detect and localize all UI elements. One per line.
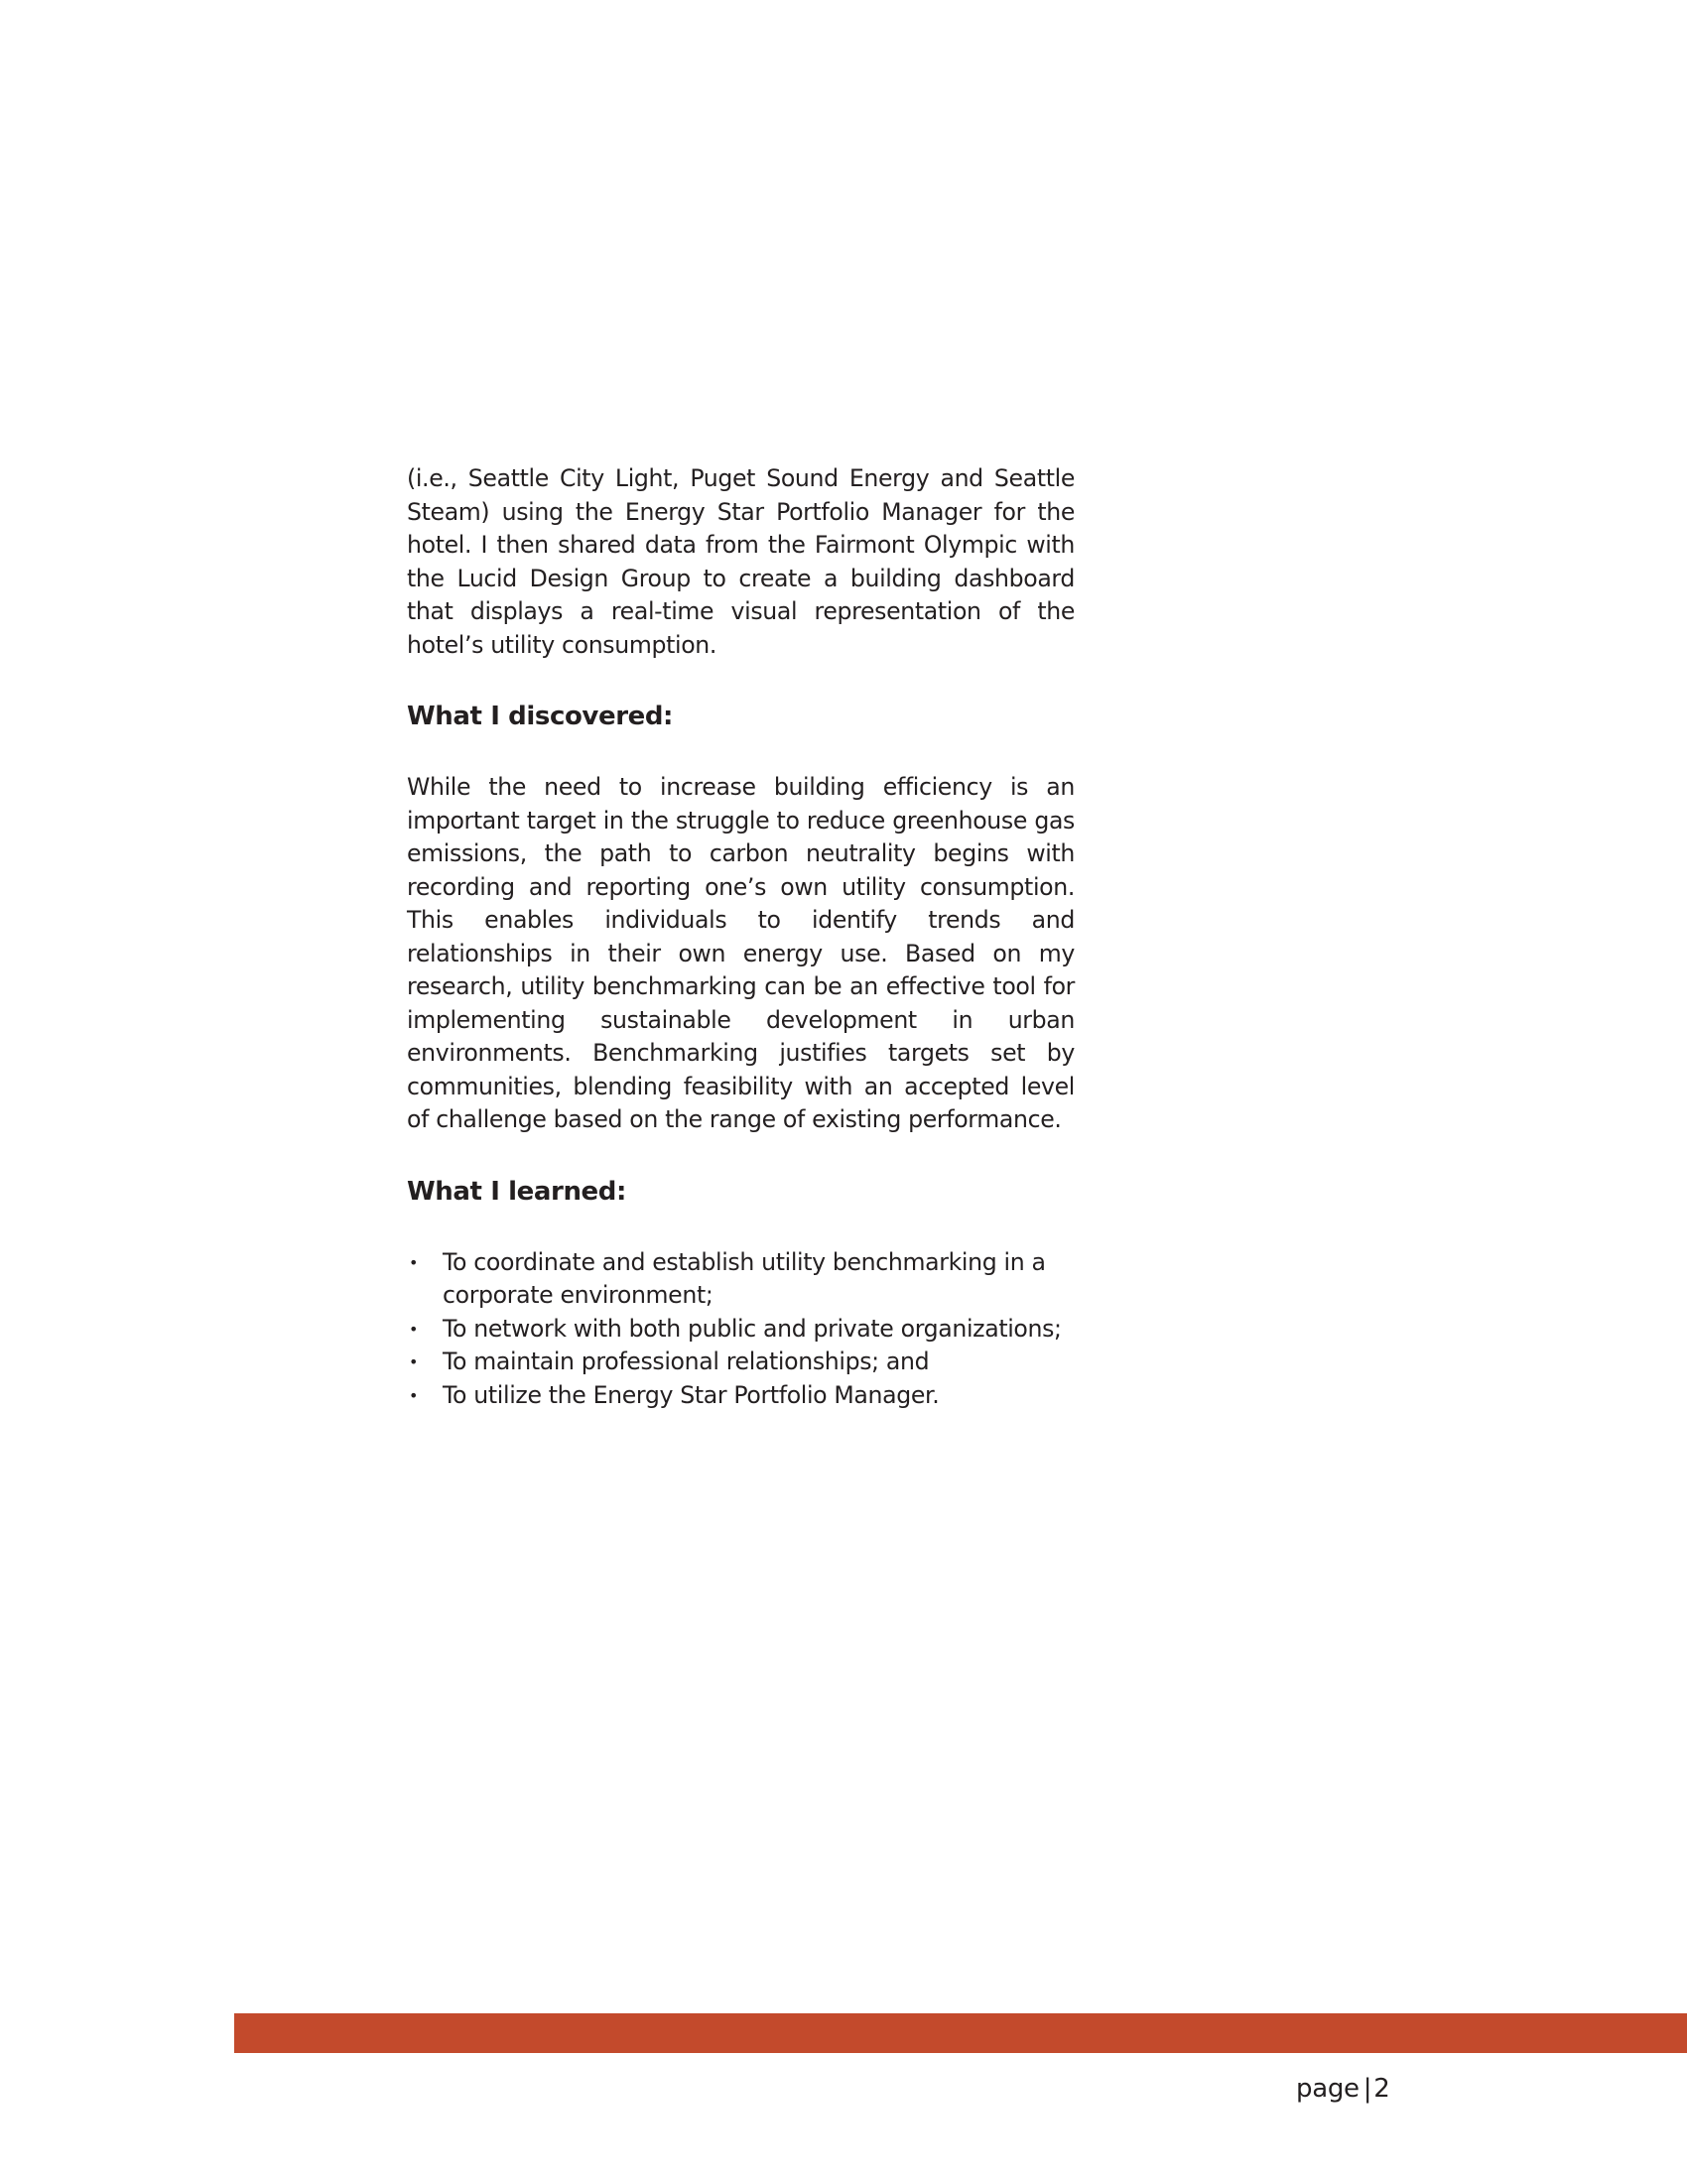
page-label: page: [1296, 2074, 1360, 2104]
list-item-text: To maintain professional relationships; and: [443, 1348, 930, 1375]
bullet-icon: •: [409, 1385, 419, 1405]
learned-heading: What I learned:: [407, 1176, 627, 1207]
bullet-icon: •: [409, 1319, 419, 1339]
page-number-value: 2: [1373, 2074, 1390, 2104]
discovered-heading: What I discovered:: [407, 702, 674, 731]
learned-list: [407, 1246, 1075, 1413]
page-separator: |: [1363, 2074, 1372, 2104]
list-item-text: To coordinate and establish utility benchmarking in a corporate environment;: [443, 1247, 1046, 1309]
bullet-icon: •: [409, 1252, 419, 1272]
intro-paragraph: (i.e., Seattle City Light, Puget Sound Energy and Seattle Steam) using the Energy Star Portfolio Manager for the hotel. I then shared data from the Fairmont Olympic with the Lucid Design Group to create a building dashboard that displays a real-time visual representation of the hotel’s utility consumption.: [407, 464, 1075, 659]
list-item-text: To utilize the Energy Star Portfolio Manager.: [443, 1380, 940, 1409]
list-item: [407, 1379, 1075, 1413]
discovered-paragraph: While the need to increase building efficiency is an important target in the struggle to reduce greenhouse gas emissions, the path to carbon neutrality begins with recording and reporting one’s own utility consumption. This enables individuals to identify trends and relationships in their own energy use. Based on my research, utility benchmarking can be an effective tool for implementing sustainable development in urban environments. Benchmarking justifies targets set by communities, blending feasibility with an accepted level of challenge based on the range of existing performance.: [407, 773, 1075, 1133]
footer-accent-bar: [234, 2013, 1687, 2053]
main-text-column: [407, 462, 1075, 1412]
list-item: [407, 1346, 1075, 1379]
list-item: [407, 1246, 1075, 1313]
list-item-text: To network with both public and private organizations;: [443, 1314, 1062, 1343]
bullet-icon: •: [409, 1352, 419, 1371]
list-item: [407, 1313, 1075, 1347]
page-number: [1296, 2072, 1389, 2106]
